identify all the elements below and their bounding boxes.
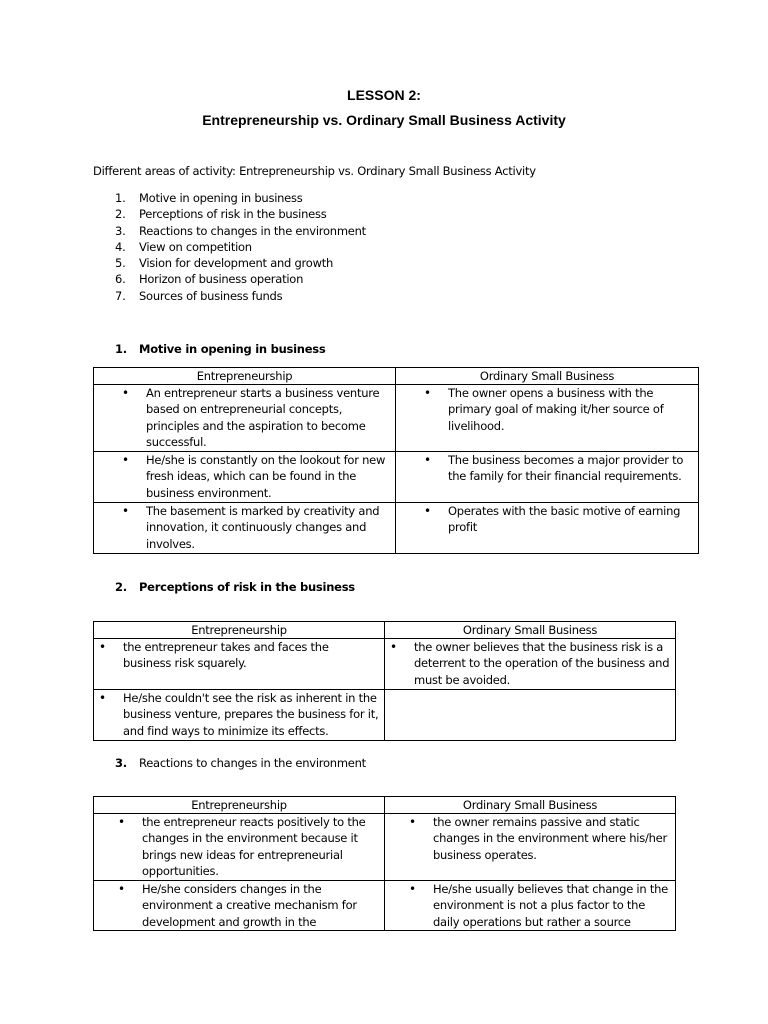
column-header-entrepreneurship: Entrepreneurship: [94, 622, 385, 639]
list-item: [115, 255, 366, 271]
list-number: 4.: [115, 239, 126, 254]
column-header-entrepreneurship: Entrepreneurship: [94, 797, 385, 814]
list-item-text: Horizon of business operation: [139, 272, 304, 287]
table-cell: [385, 814, 676, 881]
list-item: [115, 223, 366, 239]
section-number: 2.: [115, 580, 127, 594]
bullet-icon: •: [424, 386, 431, 400]
section-title: Perceptions of risk in the business: [139, 580, 355, 594]
table-row: [94, 690, 676, 741]
cell-text: the owner remains passive and static changes in the environment where his/her business operates.: [433, 815, 667, 862]
bullet-icon: •: [122, 504, 129, 518]
cell-text: The business becomes a major provider to the family for their financial requirements.: [448, 453, 684, 484]
table-row: [94, 385, 699, 452]
table-cell-empty: [385, 690, 676, 741]
list-item: [115, 206, 366, 222]
table-row: [94, 639, 676, 690]
table-cell: [385, 881, 676, 931]
section-heading-changes: [115, 755, 366, 771]
cell-text: He/she couldn't see the risk as inherent in the business venture, prepares the business for it, and find ways to minimize its effects.: [123, 691, 379, 738]
table-cell: [396, 385, 699, 452]
cell-text: the entrepreneur reacts positively to the changes in the environment because it brings new ideas for entrepreneurial opportunities.: [142, 815, 366, 879]
list-item-text: Reactions to changes in the environment: [139, 223, 366, 238]
cell-text: An entrepreneur starts a business venture based on entrepreneurial concepts, principles and the aspiration to become successful.: [146, 386, 380, 450]
table-cell: [94, 452, 396, 503]
bullet-icon: •: [390, 640, 397, 654]
section-number: 1.: [115, 342, 127, 356]
list-item-text: Sources of business funds: [139, 288, 283, 303]
bullet-icon: •: [122, 386, 129, 400]
list-number: 3.: [115, 223, 126, 238]
list-item-text: Motive in opening in business: [139, 191, 303, 205]
table-cell: [94, 503, 396, 554]
bullet-icon: •: [118, 815, 125, 829]
bullet-icon: •: [409, 882, 416, 896]
cell-text: the owner believes that the business risk is a deterrent to the operation of the business and must be avoided.: [414, 640, 670, 687]
table-cell: [396, 452, 699, 503]
table-row: [94, 814, 676, 881]
table-cell: [385, 639, 676, 690]
bullet-icon: •: [99, 640, 106, 654]
table-row: [94, 881, 676, 931]
column-header-ordinary-small-business: Ordinary Small Business: [385, 797, 676, 814]
table-cell: [94, 881, 385, 931]
table-row: [94, 452, 699, 503]
list-number: 1.: [115, 191, 126, 205]
table-cell: [94, 690, 385, 741]
list-item: [115, 190, 366, 206]
table-cell: [94, 639, 385, 690]
cell-text: the entrepreneur takes and faces the business risk squarely.: [123, 640, 329, 671]
comparison-table-changes: [93, 796, 676, 931]
bullet-icon: •: [118, 882, 125, 896]
list-number: 2.: [115, 207, 126, 222]
cell-text: He/she considers changes in the environment a creative mechanism for development and growth in the: [142, 882, 357, 929]
lesson-title: Entrepreneurship vs. Ordinary Small Business Activity: [202, 112, 566, 128]
column-header-entrepreneurship: Entrepreneurship: [94, 368, 396, 385]
intro-paragraph: Different areas of activity: Entrepreneurship vs. Ordinary Small Business Activity: [93, 164, 536, 178]
section-heading-risk: [115, 579, 355, 595]
comparison-table-motive: [93, 367, 699, 554]
cell-text: The basement is marked by creativity and innovation, it continuously changes and involves.: [146, 504, 380, 551]
list-item-text: Perceptions of risk in the business: [139, 207, 327, 222]
cell-text: He/she usually believes that change in the environment is not a plus factor to the daily operations but rather a source: [433, 882, 668, 929]
table-cell: [94, 385, 396, 452]
column-header-ordinary-small-business: Ordinary Small Business: [396, 368, 699, 385]
table-cell: [396, 503, 699, 554]
section-title: Reactions to changes in the environment: [139, 756, 366, 770]
section-number: 3.: [115, 756, 127, 770]
lesson-heading: LESSON 2:: [347, 87, 421, 103]
list-number: 5.: [115, 256, 126, 271]
list-item: [115, 288, 366, 304]
list-number: 6.: [115, 272, 126, 287]
list-item: [115, 239, 366, 255]
list-item: [115, 271, 366, 287]
column-header-ordinary-small-business: Ordinary Small Business: [385, 622, 676, 639]
bullet-icon: •: [409, 815, 416, 829]
table-row: [94, 503, 699, 554]
cell-text: The owner opens a business with the primary goal of making it/her source of livelihood.: [448, 386, 664, 433]
comparison-table-risk: [93, 621, 676, 741]
list-number: 7.: [115, 288, 126, 303]
table-cell: [94, 814, 385, 881]
bullet-icon: •: [424, 453, 431, 467]
cell-text: Operates with the basic motive of earning profit: [448, 504, 681, 535]
areas-list: [115, 190, 366, 304]
bullet-icon: •: [424, 504, 431, 518]
bullet-icon: •: [99, 691, 106, 705]
section-title: Motive in opening in business: [139, 342, 326, 356]
bullet-icon: •: [122, 453, 129, 467]
list-item-text: View on competition: [139, 239, 252, 254]
section-heading-motive: [115, 341, 325, 357]
cell-text: He/she is constantly on the lookout for new fresh ideas, which can be found in the business environment.: [146, 453, 386, 500]
list-item-text: Vision for development and growth: [139, 256, 334, 271]
